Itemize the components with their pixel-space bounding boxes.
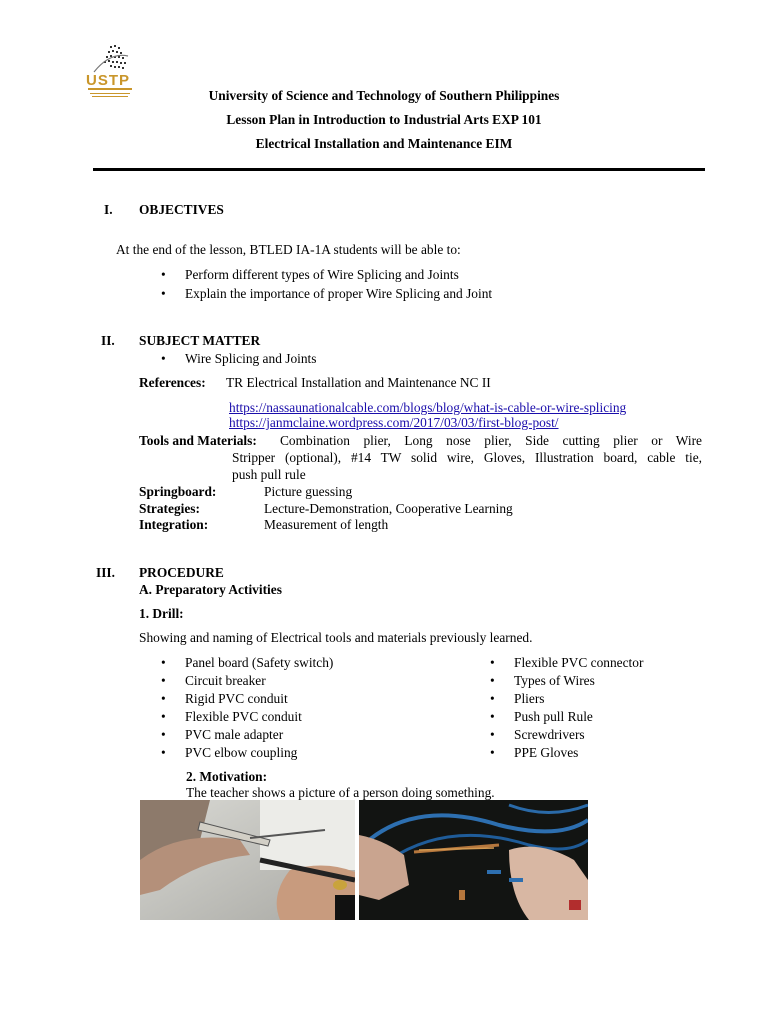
drill-item: • Rigid PVC conduit xyxy=(185,691,288,707)
tools-line-1: Combination plier, Long nose plier, Side cutting plier or Wire xyxy=(280,433,702,448)
springboard-label: Springboard: xyxy=(139,484,217,499)
strategies-value: Lecture-Demonstration, Cooperative Learning xyxy=(264,501,513,516)
lesson-plan-title: Lesson Plan in Introduction to Industrial Arts EXP 101 xyxy=(226,112,542,127)
subject-heading: SUBJECT MATTER xyxy=(139,333,261,348)
integration-label: Integration: xyxy=(139,517,209,532)
tools-label: Tools and Materials: xyxy=(139,433,257,448)
motivation-text: The teacher shows a picture of a person doing something. xyxy=(186,785,495,800)
preparatory-heading: A. Preparatory Activities xyxy=(139,582,282,597)
strategies-label: Strategies: xyxy=(139,501,200,516)
objectives-intro: At the end of the lesson, BTLED IA-1A students will be able to: xyxy=(116,242,461,257)
reference-link-2[interactable]: https://janmclaine.wordpress.com/2017/03/03/first-blog-post/ xyxy=(229,415,559,430)
drill-item: • Screwdrivers xyxy=(514,727,585,743)
procedure-heading: PROCEDURE xyxy=(139,565,224,580)
objectives-number: I. xyxy=(104,202,113,217)
drill-item: • Types of Wires xyxy=(514,673,595,689)
motivation-photo-1 xyxy=(140,800,355,920)
logo-text: USTP xyxy=(86,72,131,89)
integration-value: Measurement of length xyxy=(264,517,389,532)
objectives-heading: OBJECTIVES xyxy=(139,202,224,217)
tools-line-2: Stripper (optional), #14 TW solid wire, Gloves, Illustration board, cable tie, xyxy=(232,450,702,465)
university-name: University of Science and Technology of Southern Philippines xyxy=(208,88,560,103)
header-divider xyxy=(93,168,705,171)
references-text: TR Electrical Installation and Maintenance NC II xyxy=(226,375,491,390)
procedure-number: III. xyxy=(96,565,115,580)
subject-number: II. xyxy=(101,333,115,348)
drill-heading: 1. Drill: xyxy=(139,606,184,621)
references-label: References: xyxy=(139,375,206,390)
subject-item: • Wire Splicing and Joints xyxy=(185,351,317,367)
drill-item: • Circuit breaker xyxy=(185,673,266,689)
drill-item: • Pliers xyxy=(514,691,545,707)
tools-line-3: push pull rule xyxy=(232,467,306,482)
course-title: Electrical Installation and Maintenance EIM xyxy=(255,136,513,151)
objective-item: • Explain the importance of proper Wire Splicing and Joint xyxy=(185,286,492,302)
drill-item: • PPE Gloves xyxy=(514,745,578,761)
drill-item: • PVC male adapter xyxy=(185,727,283,743)
motivation-heading: 2. Motivation: xyxy=(186,769,268,784)
drill-item: • Push pull Rule xyxy=(514,709,593,725)
springboard-value: Picture guessing xyxy=(264,484,353,499)
drill-item: • PVC elbow coupling xyxy=(185,745,297,761)
drill-item: • Flexible PVC conduit xyxy=(185,709,302,725)
reference-link-1[interactable]: https://nassaunationalcable.com/blogs/blog/what-is-cable-or-wire-splicing xyxy=(229,400,627,415)
motivation-photo-2 xyxy=(359,800,588,920)
drill-item: • Panel board (Safety switch) xyxy=(185,655,333,671)
objective-item: • Perform different types of Wire Splicing and Joints xyxy=(185,267,459,283)
drill-item: • Flexible PVC connector xyxy=(514,655,643,671)
drill-text: Showing and naming of Electrical tools and materials previously learned. xyxy=(139,630,533,645)
